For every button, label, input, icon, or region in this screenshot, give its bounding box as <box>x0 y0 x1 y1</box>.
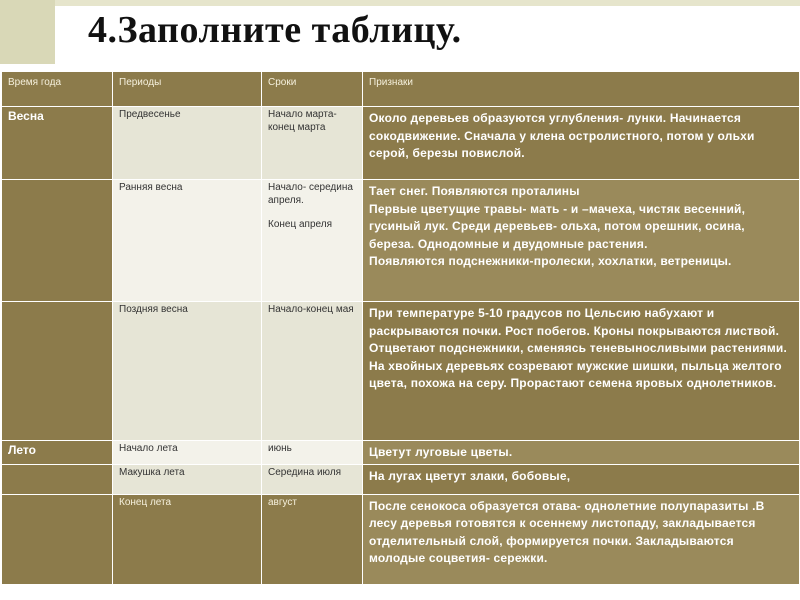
term-cell: август <box>262 494 363 584</box>
signs-text: Тает снег. Появляются проталины <box>369 184 580 198</box>
header-season: Время года <box>2 72 113 107</box>
period-cell: Конец лета <box>113 494 262 584</box>
signs-text-3: Появляются подснежники-пролески, хохлатки, ветреницы. <box>369 254 732 268</box>
season-cell: Весна <box>2 107 113 180</box>
season-cell <box>2 494 113 584</box>
season-cell <box>2 464 113 494</box>
header-period: Периоды <box>113 72 262 107</box>
table-header-row <box>2 72 800 107</box>
table-row <box>2 441 800 465</box>
page-title: 4.Заполните таблицу. <box>88 9 462 51</box>
period-cell: Поздняя весна <box>113 302 262 441</box>
table-row <box>2 107 800 180</box>
term-cell: июнь <box>262 441 363 465</box>
season-cell <box>2 180 113 302</box>
table-row <box>2 302 800 441</box>
period-cell: Предвесенье <box>113 107 262 180</box>
term-text: Начало- середина апреля. <box>268 182 353 206</box>
table-row <box>2 494 800 584</box>
table-row <box>2 464 800 494</box>
term-cell <box>262 180 363 302</box>
period-cell: Начало лета <box>113 441 262 465</box>
decorative-top-strip <box>55 0 800 6</box>
season-cell <box>2 302 113 441</box>
period-cell: Ранняя весна <box>113 180 262 302</box>
term-text-2: Конец апреля <box>268 219 332 230</box>
term-cell: Начало марта- конец марта <box>262 107 363 180</box>
signs-cell: При температуре 5-10 градусов по Цельсию набухают и раскрываются почки. Рост побегов. Кроны покрываются листвой. Отцветают подснежники, сменяясь теневыносливыми растениями. На хвойных деревьях созревают мужские шишки, пыльца желтого цвета, похожа на серу. Прорастают семена яровых однолетников. <box>363 302 800 441</box>
signs-text-2: Первые цветущие травы- мать - и –мачеха, чистяк весенний, гусиный лук. Среди деревьев- ольха, потом орешник, осина, береза. Однодомные и двудомные растения. <box>369 201 746 251</box>
header-term: Сроки <box>262 72 363 107</box>
table-row <box>2 180 800 302</box>
term-cell: Середина июля <box>262 464 363 494</box>
signs-cell: Цветут луговые цветы. <box>363 441 800 465</box>
signs-cell: После сенокоса образуется отава- однолетние полупаразиты .В лесу деревья готовятся к осеннему листопаду, закладывается отделительный слой, формируется почки. Закладываются молодые соцветия- сережки. <box>363 494 800 584</box>
signs-cell: Около деревьев образуются углубления- лунки. Начинается сокодвижение. Сначала у клена остролистного, потом у ольхи серой, березы повислой. <box>363 107 800 180</box>
signs-cell: На лугах цветут злаки, бобовые, <box>363 464 800 494</box>
term-cell: Начало-конец мая <box>262 302 363 441</box>
season-cell: Лето <box>2 441 113 465</box>
decorative-side-bar <box>0 0 55 64</box>
header-signs: Признаки <box>363 72 800 107</box>
seasons-table <box>1 71 800 585</box>
signs-cell <box>363 180 800 302</box>
period-cell: Макушка лета <box>113 464 262 494</box>
